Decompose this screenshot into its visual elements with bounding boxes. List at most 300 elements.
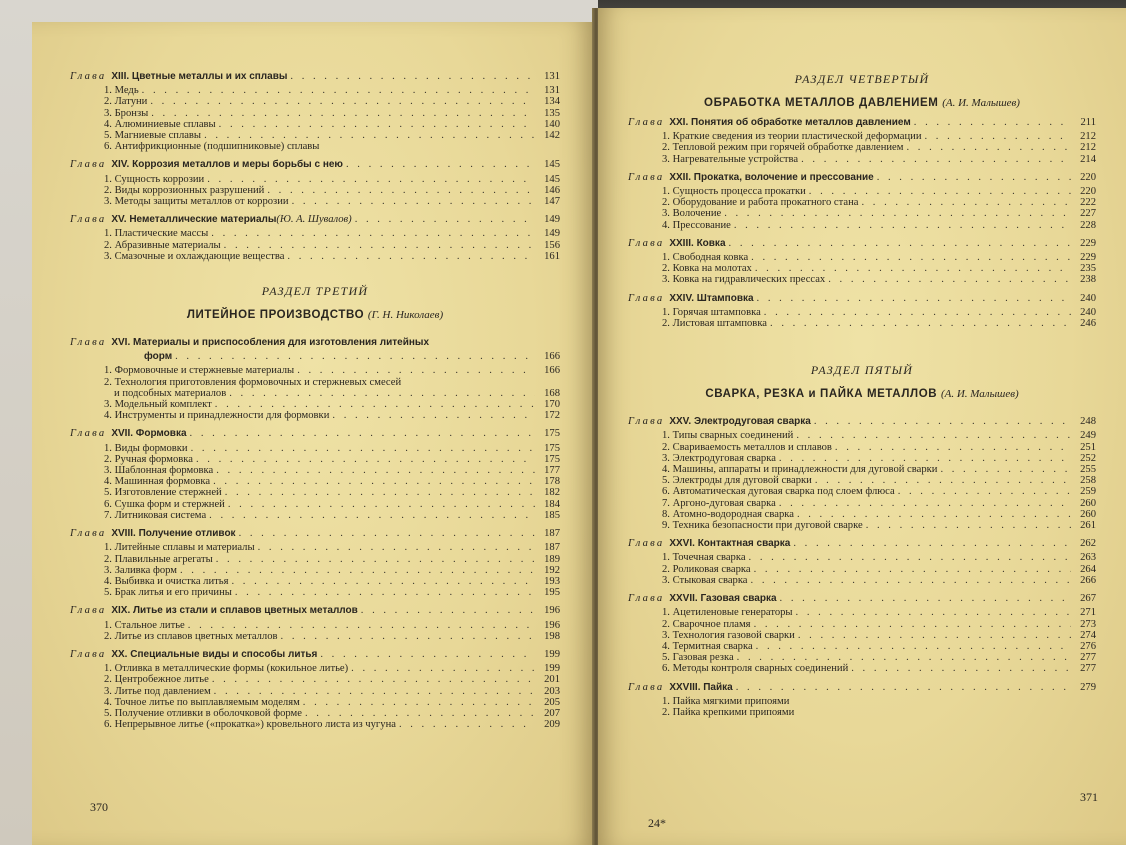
dot-leader	[290, 71, 535, 82]
toc-item	[70, 251, 560, 262]
toc-chapter	[70, 159, 560, 170]
toc-item-text: 2. Технология приготовления формовочных и стержневых смесей	[104, 376, 402, 388]
toc-item-text: 4. Выбивка и очистка литья	[104, 575, 229, 587]
dot-leader	[724, 208, 1071, 219]
chapter-author: (Ю. А. Шувалов)	[276, 214, 352, 226]
toc-item	[70, 365, 560, 376]
toc-item	[628, 131, 1096, 142]
chapter-word: Глава	[70, 337, 107, 349]
toc-item	[70, 119, 560, 130]
toc-chapter	[70, 605, 560, 616]
toc-item	[628, 307, 1096, 318]
dot-leader	[737, 652, 1071, 663]
chapter-title: XVIII. Получение отливок	[111, 528, 236, 540]
chapter-word: Глава	[70, 605, 107, 617]
toc-page-number: 277	[1080, 652, 1096, 664]
dot-leader	[914, 117, 1071, 128]
toc-item	[70, 228, 560, 239]
toc-page-number: 193	[544, 575, 560, 587]
dot-leader	[231, 576, 535, 587]
dot-leader	[191, 443, 535, 454]
toc-item	[70, 240, 560, 251]
toc-page-number: 251	[1080, 441, 1096, 453]
toc-page-number: 212	[1080, 142, 1096, 154]
chapter-word: Глава	[70, 528, 107, 540]
toc-item-text: и подсобных материалов	[114, 387, 227, 399]
dot-leader	[809, 186, 1071, 197]
chapter-title: XXVI. Контактная сварка	[669, 538, 791, 550]
dot-leader	[258, 542, 535, 553]
right-page	[598, 8, 1126, 845]
toc-item	[70, 487, 560, 498]
dot-leader	[755, 263, 1071, 274]
section-four-label: РАЗДЕЛ ЧЕТВЕРТЫЙ	[794, 72, 930, 86]
toc-chapter	[70, 649, 560, 660]
dot-leader	[287, 251, 535, 262]
toc-page-number: 175	[544, 442, 560, 454]
toc-item	[70, 708, 560, 719]
dot-leader	[793, 538, 1071, 549]
toc-item	[628, 564, 1096, 575]
toc-item	[70, 443, 560, 454]
dot-leader	[190, 428, 535, 439]
toc-chapter	[70, 71, 560, 82]
toc-item-text: 2. Абразивные материалы	[104, 239, 221, 251]
section-three-title-text: ЛИТЕЙНОЕ ПРОИЗВОДСТВО	[186, 309, 365, 322]
toc-item	[70, 510, 560, 521]
toc-item	[70, 476, 560, 487]
toc-page-number: 131	[544, 85, 560, 97]
toc-item-text: 8. Атомно-водородная сварка	[662, 508, 794, 520]
toc-chapter	[628, 238, 1096, 249]
toc-item	[628, 630, 1096, 641]
chapter-title: XXI. Понятия об обработке металлов давлением	[669, 117, 911, 128]
toc-page-number: 277	[1080, 663, 1096, 675]
dot-leader	[351, 663, 535, 674]
dot-leader	[211, 228, 535, 239]
toc-item	[70, 576, 560, 587]
toc-page-number: 248	[1080, 416, 1096, 428]
section-three-label: РАЗДЕЛ ТРЕТИЙ	[261, 284, 369, 299]
toc-item	[628, 274, 1096, 285]
toc-item	[70, 499, 560, 510]
toc-item-text: 1. Формовочные и стержневые материалы	[104, 365, 295, 377]
right-signature-mark: 24*	[648, 816, 666, 830]
toc-page-number: 184	[544, 498, 560, 510]
dot-leader	[757, 293, 1071, 304]
dot-leader	[207, 174, 535, 185]
chapter-title: XVI. Материалы и приспособления для изготовления литейных	[111, 337, 430, 349]
toc-page-number: 131	[544, 71, 560, 82]
toc-chapter	[628, 538, 1096, 549]
toc-item-text: 2. Виды коррозионных разрушений	[104, 184, 265, 196]
toc-item-text: 6. Автоматическая дуговая сварка под слоем флюса	[662, 486, 895, 498]
toc-item	[628, 552, 1096, 563]
toc-page-number: 220	[1080, 186, 1096, 198]
toc-item	[628, 520, 1096, 531]
toc-page-number: 227	[1080, 208, 1096, 220]
dot-leader	[213, 476, 535, 487]
dot-leader	[798, 630, 1071, 641]
toc-item-text: 1. Горячая штамповка	[662, 306, 761, 318]
toc-chapter	[628, 172, 1096, 183]
toc-item-text: 4. Алюминиевые сплавы	[104, 118, 216, 130]
toc-page-number: 203	[544, 685, 560, 697]
toc-chapter	[70, 528, 560, 539]
dot-leader	[749, 552, 1071, 563]
chapter-word: Глава	[628, 681, 665, 693]
toc-item	[70, 686, 560, 697]
dot-leader	[906, 142, 1071, 153]
toc-item-text: 3. Волочение	[662, 208, 722, 220]
toc-item-text: 1. Сущность коррозии	[104, 173, 205, 185]
chapter-word: Глава	[70, 159, 107, 171]
toc-item-text: 5. Получение отливки в оболочковой форме	[104, 707, 302, 719]
dot-leader	[729, 238, 1071, 249]
toc-item	[628, 220, 1096, 231]
toc-item-text: 3. Заливка форм	[104, 564, 177, 576]
right-toc-top	[628, 117, 1096, 329]
toc-item	[70, 410, 560, 421]
dot-leader	[215, 399, 535, 410]
toc-page-number: 249	[1080, 430, 1096, 442]
toc-page-number: 263	[1080, 552, 1096, 564]
toc-page-number: 187	[544, 542, 560, 554]
toc-page-number: 201	[544, 674, 560, 686]
toc-page-number: 262	[1080, 538, 1096, 550]
toc-page-number: 172	[544, 410, 560, 422]
toc-item	[70, 454, 560, 465]
dot-leader	[361, 605, 535, 616]
dot-leader	[229, 388, 535, 399]
dot-leader	[292, 196, 535, 207]
toc-item	[70, 174, 560, 185]
chapter-word: Глава	[70, 648, 107, 660]
toc-item	[628, 696, 1096, 707]
toc-item	[628, 509, 1096, 520]
right-page-number: 371	[1080, 790, 1098, 804]
chapter-title: XXIII. Ковка	[669, 237, 726, 249]
toc-item-text: 2. Латуни	[104, 96, 148, 108]
toc-item	[70, 196, 560, 207]
toc-item	[628, 486, 1096, 497]
toc-item-text: 1. Сущность процесса прокатки	[662, 186, 806, 198]
toc-chapter	[628, 293, 1096, 304]
toc-page-number: 214	[1080, 153, 1096, 165]
toc-page-number: 273	[1080, 618, 1096, 630]
section-four-title	[628, 97, 1096, 109]
toc-page-number: 261	[1080, 520, 1096, 532]
toc-item-text: 1. Литейные сплавы и материалы	[104, 542, 255, 554]
dot-leader	[151, 108, 535, 119]
toc-page-number: 264	[1080, 563, 1096, 575]
toc-chapter	[628, 682, 1096, 693]
chapter-word: Глава	[70, 71, 107, 82]
chapter-title: XX. Специальные виды и способы литья	[111, 648, 318, 660]
dot-leader	[209, 510, 535, 521]
toc-chapter	[628, 416, 1096, 427]
toc-item-text: 2. Сварочное пламя	[662, 618, 751, 630]
dot-leader	[303, 697, 535, 708]
chapter-word: Глава	[628, 416, 665, 428]
toc-page-number: 199	[544, 663, 560, 675]
left-page	[32, 22, 592, 845]
dot-leader	[332, 410, 535, 421]
section-four-title-text: ОБРАБОТКА МЕТАЛЛОВ ДАВЛЕНИЕМ	[704, 97, 939, 109]
toc-page-number: 246	[1080, 318, 1096, 330]
toc-item	[628, 663, 1096, 674]
dot-leader	[734, 220, 1071, 231]
dot-leader	[861, 197, 1071, 208]
dot-leader	[228, 499, 535, 510]
toc-item-text: 5. Газовая резка	[662, 652, 734, 664]
toc-item	[70, 388, 560, 399]
dot-leader	[764, 307, 1071, 318]
dot-leader	[267, 185, 535, 196]
dot-leader	[355, 214, 535, 225]
toc-item-text: 6. Сушка форм и стержней	[104, 498, 225, 510]
dot-leader	[239, 528, 535, 539]
toc-item	[70, 542, 560, 553]
dot-leader	[281, 631, 535, 642]
toc-item	[70, 399, 560, 410]
toc-item	[70, 631, 560, 642]
toc-chapter	[628, 117, 1096, 128]
toc-item-text: 1. Ацетиленовые генераторы	[662, 607, 793, 619]
toc-page-number: 189	[544, 553, 560, 565]
toc-item-text: 2. Листовая штамповка	[662, 318, 768, 330]
chapter-title: XXIV. Штамповка	[669, 292, 754, 304]
toc-item-text: 5. Изготовление стержней	[104, 487, 222, 499]
toc-item-text: 4. Термитная сварка	[662, 640, 753, 652]
toc-item	[70, 96, 560, 107]
dot-leader	[898, 486, 1071, 497]
chapter-title: XVII. Формовка	[111, 428, 187, 440]
dot-leader	[150, 96, 535, 107]
toc-item	[70, 674, 560, 685]
toc-page-number: 240	[1080, 306, 1096, 318]
toc-item	[70, 565, 560, 576]
toc-item-text: 3. Методы защиты металлов от коррозии	[104, 196, 289, 208]
toc-item-text: 1. Краткие сведения из теории пластической деформации	[662, 131, 922, 143]
chapter-title: XXVIII. Пайка	[669, 681, 733, 693]
toc-item	[628, 619, 1096, 630]
toc-item-text: 1. Типы сварных соединений	[662, 430, 794, 442]
dot-leader	[780, 593, 1071, 604]
chapter-word: Глава	[628, 593, 665, 605]
toc-chapter	[70, 351, 560, 362]
dot-leader	[877, 172, 1071, 183]
dot-leader	[925, 131, 1072, 142]
chapter-word: Глава	[70, 214, 107, 226]
dot-leader	[796, 430, 1071, 441]
toc-item	[628, 641, 1096, 652]
dot-leader	[180, 565, 535, 576]
dot-leader	[216, 465, 535, 476]
toc-item-text: 7. Аргоно-дуговая сварка	[662, 497, 776, 509]
toc-item-text: 5. Электроды для дуговой сварки	[662, 475, 812, 487]
toc-item	[628, 318, 1096, 329]
toc-item	[628, 475, 1096, 486]
toc-page-number: 142	[544, 130, 560, 142]
chapter-title: XV. Неметаллические материалы	[111, 214, 277, 226]
toc-item	[70, 141, 560, 152]
toc-item	[628, 208, 1096, 219]
toc-page-number: 220	[1080, 171, 1096, 183]
toc-page-number: 255	[1080, 464, 1096, 476]
dot-leader	[754, 619, 1071, 630]
toc-item-text: 3. Нагревательные устройства	[662, 153, 799, 165]
dot-leader	[305, 708, 535, 719]
toc-item	[628, 263, 1096, 274]
toc-item	[70, 663, 560, 674]
toc-item-text: 3. Бронзы	[104, 107, 149, 119]
dot-leader	[866, 520, 1071, 531]
toc-page-number: 222	[1080, 197, 1096, 209]
toc-page-number: 147	[544, 196, 560, 208]
chapter-title: XIV. Коррозия металлов и меры борьбы с нею	[111, 159, 343, 171]
toc-page-number: 185	[544, 509, 560, 521]
toc-item	[70, 587, 560, 598]
toc-item-text: 2. Тепловой режим при горячей обработке давлением	[662, 142, 904, 154]
dot-leader	[346, 159, 535, 170]
toc-item-text: 3. Смазочные и охлаждающие вещества	[104, 250, 285, 262]
toc-item-text: 2. Ручная формовка	[104, 453, 193, 465]
toc-item-text: 2. Ковка на молотах	[662, 263, 752, 275]
toc-page-number: 228	[1080, 219, 1096, 231]
dot-leader	[835, 442, 1071, 453]
toc-page-number: 260	[1080, 497, 1096, 509]
dot-leader	[214, 686, 535, 697]
toc-item-text: 2. Пайка крепкими припоями	[662, 706, 795, 718]
toc-item-text: 7. Литниковая система	[104, 509, 207, 521]
toc-chapter	[70, 337, 560, 348]
chapter-title: XXV. Электродуговая сварка	[669, 416, 811, 428]
toc-page-number: 161	[544, 250, 560, 262]
toc-chapter	[70, 428, 560, 439]
toc-page-number: 175	[544, 453, 560, 465]
toc-page-number: 196	[544, 605, 560, 617]
toc-item-text: 1. Медь	[104, 85, 139, 97]
toc-page-number: 175	[544, 428, 560, 440]
dot-leader	[828, 274, 1071, 285]
toc-item	[628, 442, 1096, 453]
toc-item-text: 1. Стальное литье	[104, 619, 185, 631]
toc-page-number: 166	[544, 351, 560, 363]
section-four-author: (А. И. Малышев)	[942, 97, 1020, 109]
toc-page-number: 149	[544, 214, 560, 226]
chapter-title: XXII. Прокатка, волочение и прессование	[669, 171, 874, 183]
toc-page-number: 182	[544, 487, 560, 499]
toc-item	[628, 453, 1096, 464]
section-five-author: (А. И. Малышев)	[940, 388, 1019, 401]
toc-item	[70, 620, 560, 631]
toc-item	[70, 130, 560, 141]
toc-page-number: 199	[544, 648, 560, 660]
toc-page-number: 211	[1080, 117, 1096, 128]
dot-leader	[225, 487, 535, 498]
toc-page-number: 192	[544, 564, 560, 576]
toc-item	[628, 142, 1096, 153]
left-page-number: 370	[90, 800, 108, 814]
toc-item	[628, 154, 1096, 165]
dot-leader	[796, 607, 1071, 618]
toc-item	[628, 430, 1096, 441]
section-three-title	[70, 309, 560, 321]
dot-leader	[216, 554, 535, 565]
toc-page-number: 195	[544, 587, 560, 599]
dot-leader	[175, 351, 535, 362]
left-toc-top	[70, 71, 560, 262]
dot-leader	[204, 130, 535, 141]
toc-item-text: 2. Литье из сплавов цветных металлов	[104, 630, 278, 642]
toc-item-text: 2. Центробежное литье	[104, 674, 209, 686]
dot-leader	[142, 85, 535, 96]
toc-item	[628, 252, 1096, 263]
toc-page-number: 276	[1080, 640, 1096, 652]
toc-page-number: 140	[544, 118, 560, 130]
toc-page-number: 207	[544, 707, 560, 719]
toc-item	[70, 85, 560, 96]
section-five-label: РАЗДЕЛ ПЯТЫЙ	[810, 363, 914, 378]
toc-page-number: 209	[544, 719, 560, 731]
right-toc-bottom	[628, 416, 1096, 718]
toc-item-text: 5. Брак литья и его причины	[104, 587, 232, 599]
toc-page-number: 259	[1080, 486, 1096, 498]
toc-item	[70, 465, 560, 476]
toc-page-number: 271	[1080, 607, 1096, 619]
dot-leader	[770, 318, 1071, 329]
toc-item	[628, 607, 1096, 618]
toc-item-text: 2. Свариваемость металлов и сплавов	[662, 441, 832, 453]
toc-item	[628, 186, 1096, 197]
dot-leader	[815, 475, 1071, 486]
toc-item-text: 1. Отливка в металлические формы (кокильное литье)	[104, 663, 349, 675]
chapter-title: XXVII. Газовая сварка	[669, 593, 777, 605]
toc-item	[70, 554, 560, 565]
toc-page-number: 145	[544, 159, 560, 171]
dot-leader	[814, 416, 1071, 427]
toc-page-number: 267	[1080, 593, 1096, 605]
toc-page-number: 134	[544, 96, 560, 108]
toc-page-number: 196	[544, 619, 560, 631]
toc-item-text: 3. Ковка на гидравлических прессах	[662, 274, 826, 286]
dot-leader	[224, 240, 535, 251]
toc-item-text: 3. Технология газовой сварки	[662, 629, 795, 641]
dot-leader	[736, 682, 1071, 693]
dot-leader	[797, 509, 1071, 520]
toc-item-text: 3. Шаблонная формовка	[104, 465, 214, 477]
toc-page-number: 170	[544, 399, 560, 411]
toc-page-number: 177	[544, 465, 560, 477]
toc-item	[70, 108, 560, 119]
toc-item-text: 4. Прессование	[662, 219, 731, 231]
dot-leader	[940, 464, 1071, 475]
dot-leader	[754, 564, 1071, 575]
chapter-word: Глава	[70, 428, 107, 440]
toc-item-text: 3. Модельный комплект	[104, 399, 212, 411]
toc-item-text: 6. Методы контроля сварных соединений	[662, 663, 849, 675]
toc-item	[628, 575, 1096, 586]
toc-item-text: 3. Литье под давлением	[104, 685, 211, 697]
toc-item	[628, 652, 1096, 663]
toc-item-text: 4. Машины, аппараты и принадлежности для дуговой сварки	[662, 464, 938, 476]
dot-leader	[320, 649, 535, 660]
toc-item-text: 1. Точечная сварка	[662, 552, 746, 564]
dot-leader	[779, 498, 1071, 509]
toc-item	[70, 719, 560, 730]
toc-page-number: 145	[544, 173, 560, 185]
